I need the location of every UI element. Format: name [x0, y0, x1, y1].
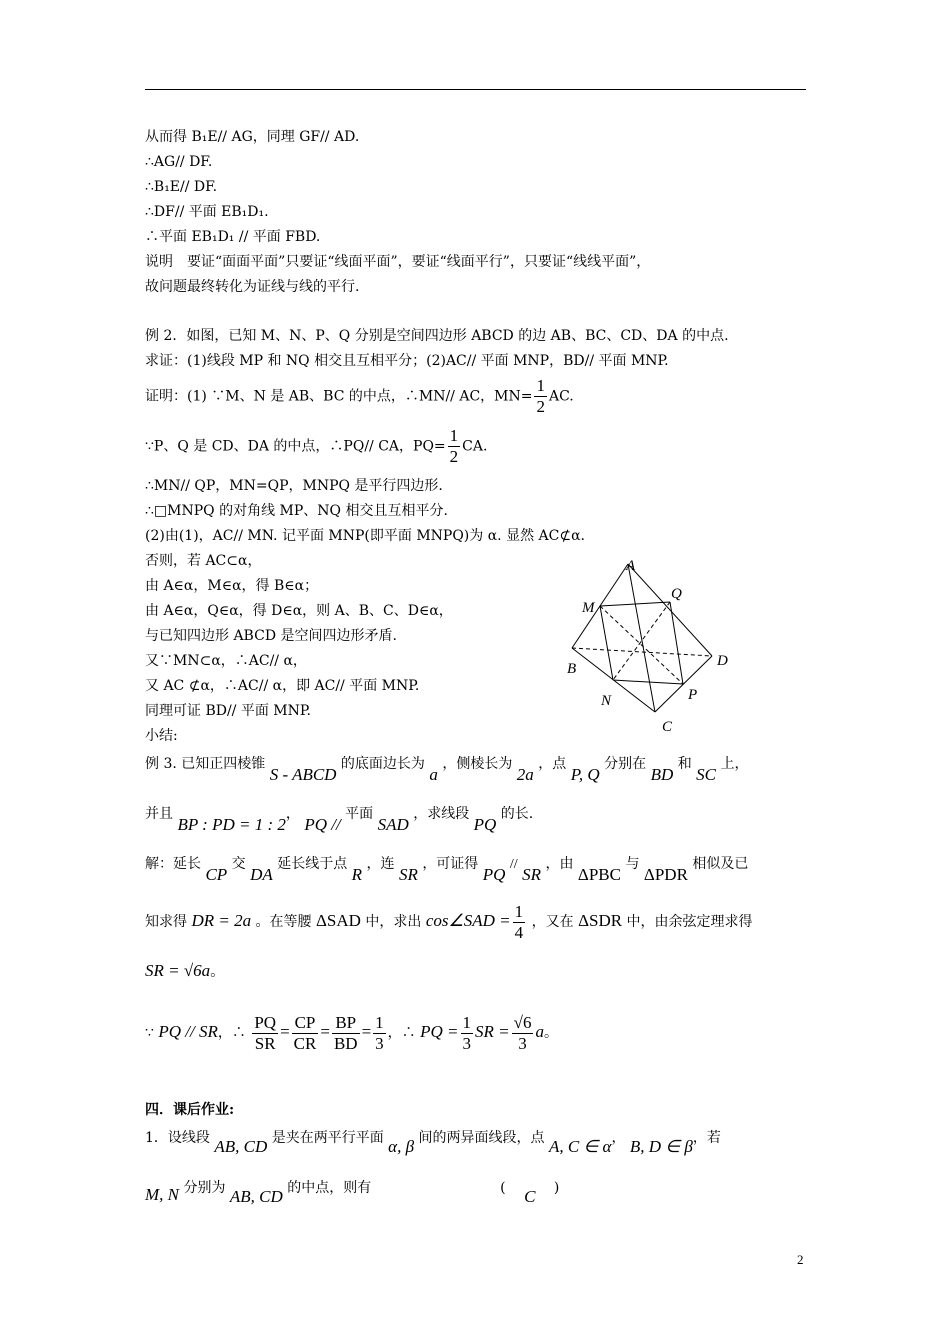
frac-num: 1 [449, 426, 459, 445]
text-span: ，求线段 [413, 806, 470, 822]
text-line: 故问题最终转化为证线与线的平行. [145, 279, 360, 295]
text-line: 从而得 B₁E// AG，同理 GF// AD. [145, 129, 360, 145]
text-span: ，∴ [387, 1025, 416, 1041]
math-span: PQ // SR [158, 1022, 218, 1041]
text-span: 证明：(1) ∵M、N 是 AB、BC 的中点，∴MN// AC，MN= [145, 388, 533, 405]
text-span: 并且 [145, 806, 173, 822]
fraction-root6-over-3 [512, 1013, 534, 1054]
text-span: ，又在 [531, 914, 574, 930]
frac-den: 3 [375, 1033, 384, 1053]
text-span: 中，由余弦定理求得 [626, 914, 753, 930]
math-span: P, Q [570, 765, 600, 784]
equals-sign: = [361, 1022, 372, 1041]
math-span: SR [398, 865, 418, 884]
text-span: 知求得 [145, 914, 187, 930]
text-line: 与已知四边形 ABCD 是空间四边形矛盾. [145, 628, 397, 644]
text-line: ∴平面 EB₁D₁ // 平面 FBD. [145, 229, 321, 245]
text-span: ，连 [366, 856, 395, 872]
text-span: 平面 [345, 806, 374, 822]
fraction-bp-bd [332, 1013, 360, 1054]
summary-label: 小结: [145, 728, 178, 744]
math-span: DA [250, 865, 273, 884]
math-span: CP [205, 865, 228, 884]
text-span: ，点 [538, 756, 567, 772]
spatial-quadrilateral-figure [560, 552, 760, 742]
text-span: 。 [543, 1025, 558, 1041]
text-span: // [509, 857, 518, 872]
frac-num: 1 [514, 901, 524, 921]
text-span: 与 [625, 856, 640, 872]
text-span: 例 3. 已知正四棱锥 [145, 756, 266, 772]
text-span: ，可证得 [422, 856, 479, 872]
text-span: 延长线于点 [277, 856, 348, 872]
text-span: 。 [210, 964, 225, 980]
text-span: 是夹在两平行平面 [271, 1130, 384, 1146]
text-line [145, 376, 574, 417]
fraction-one-third [461, 1013, 474, 1054]
frac-num: PQ [254, 1012, 277, 1032]
fraction-pq-sr [252, 1013, 278, 1054]
label-B: B [567, 661, 577, 677]
text-span: 中，求出 [365, 914, 422, 930]
label-C: C [662, 719, 673, 735]
label-Q: Q [671, 586, 682, 602]
solution-line4 [145, 1008, 558, 1057]
section-title: 四．课后作业: [145, 1102, 235, 1118]
math-span: PQ [473, 815, 497, 834]
text-line: 否则，若 AC⊂α， [145, 553, 262, 569]
text-line: 又∵MN⊂α，∴AC// α， [145, 653, 307, 669]
frac-den: SR [254, 1033, 276, 1053]
text-line: 由 A∈α，Q∈α，得 D∈α，则 A、B、C、D∈α， [145, 603, 453, 619]
label-M: M [582, 600, 595, 616]
math-span: ΔPBC [577, 865, 621, 884]
text-span: 1．设线段 [145, 1130, 210, 1146]
text-span: 和 [677, 756, 692, 772]
label-D: D [717, 653, 728, 669]
text-span: ，侧棱长为 [442, 756, 513, 772]
fraction-half [534, 376, 547, 417]
math-span: AB, CD [229, 1187, 283, 1206]
text-line: ∴B₁E// DF. [145, 179, 218, 195]
solution-line1 [145, 848, 749, 884]
text-span: 相似及已 [692, 856, 749, 872]
text-span: CA. [462, 438, 488, 455]
example2-title: 例 2．如图，已知 M、N、P、Q 分别是空间四边形 ABCD 的边 AB、BC、CD、DA 的中点. [145, 328, 729, 344]
equals-sign: = [280, 1022, 290, 1041]
text-span: ， [285, 806, 300, 822]
label-P: P [688, 687, 698, 703]
text-line: 又 AC ⊄α，∴AC// α，即 AC// 平面 MNP. [145, 678, 420, 694]
math-span: PQ = [420, 1022, 459, 1041]
text-span: 的中点，则有 [287, 1180, 372, 1196]
frac-den: BD [333, 1033, 358, 1053]
math-span: DR = 2a [191, 911, 252, 930]
label-N: N [601, 693, 612, 709]
text-span: 的底面边长为 [340, 756, 425, 772]
frac-num: 1 [462, 1012, 471, 1032]
frac-den: 4 [514, 922, 524, 942]
frac-num: 1 [536, 376, 545, 395]
text-span: 分别为 [183, 1180, 226, 1196]
text-span: ，∴ [217, 1025, 246, 1041]
math-span: S - ABCD [269, 765, 337, 784]
math-span: α, β [388, 1137, 415, 1156]
math-span: ΔSDR [578, 911, 623, 930]
frac-num: BP [332, 1013, 360, 1034]
answer-paren-left: ( [500, 1180, 506, 1196]
math-span: a [535, 1022, 544, 1041]
example3-line1 [145, 748, 749, 784]
text-line [145, 426, 487, 467]
math-span: SAD [377, 815, 409, 834]
homework-line1 [145, 1122, 721, 1156]
text-line: 由 A∈α，M∈α，得 B∈α； [145, 578, 319, 594]
example3-line2 [145, 798, 534, 834]
math-span: B, D ∈ β [629, 1137, 693, 1156]
fraction-quarter [513, 902, 526, 943]
solution-line2 [145, 898, 753, 945]
solution-line3 [145, 960, 224, 983]
math-span: R [351, 865, 363, 884]
page-number: 2 [797, 1252, 804, 1267]
text-line: 求证：(1)线段 MP 和 NQ 相交且互相平分；(2)AC// 平面 MNP，BD// 平面 MNP. [145, 353, 669, 369]
text-span: 上， [720, 756, 749, 772]
text-span: ， [611, 1130, 626, 1146]
math-span: PQ [482, 865, 506, 884]
math-span: A, C ∈ α [548, 1137, 612, 1156]
text-span: ，由 [545, 856, 574, 872]
text-span: 的长. [500, 806, 534, 822]
frac-den: CR [293, 1033, 317, 1053]
text-span: 交 [231, 856, 246, 872]
text-span: ，若 [692, 1130, 721, 1146]
homework-line2 [145, 1172, 560, 1206]
text-span: 间的两异面线段，点 [418, 1130, 545, 1146]
math-span: M, N [145, 1185, 179, 1204]
text-line: (2)由(1)，AC// MN. 记平面 MNP(即平面 MNPQ)为 α. 显然 AC⊄α. [145, 528, 585, 544]
text-line: ∴MN// QP，MN=QP，MNPQ 是平行四边形. [145, 478, 443, 494]
math-span: SR = √6a [145, 961, 211, 980]
math-span: cos∠SAD = [425, 911, 511, 930]
math-span: SR [522, 865, 542, 884]
math-span: SR = [475, 1022, 510, 1041]
frac-num: √6 [513, 1012, 532, 1032]
frac-den: 2 [536, 397, 545, 416]
text-span: 。在等腰 [255, 914, 312, 930]
fraction-half [448, 426, 461, 467]
equals-sign: = [320, 1022, 330, 1041]
fraction-one-third [373, 1013, 386, 1054]
math-span: ΔSAD [316, 911, 361, 930]
text-line: ∴□MNPQ 的对角线 MP、NQ 相交且互相平分. [145, 503, 448, 519]
text-line: ∴DF// 平面 EB₁D₁. [145, 204, 269, 220]
text-span: 分别在 [604, 756, 647, 772]
text-span: AC. [548, 388, 574, 405]
math-span: ΔPDR [643, 865, 688, 884]
math-span: PQ // [304, 815, 341, 834]
text-line: 说明 要证“面面平面”只要证“线面平面”，要证“线面平行”，只要证“线线平面”， [145, 254, 651, 270]
frac-num: 1 [375, 1012, 384, 1032]
answer-paren-right: ) [553, 1180, 560, 1196]
frac-den: 3 [518, 1033, 527, 1053]
fraction-cp-cr [292, 1013, 319, 1054]
math-span: a [429, 765, 438, 784]
answer-text: C [524, 1187, 536, 1206]
header-rule [145, 89, 806, 90]
math-span: SC [696, 765, 716, 784]
text-span: ∵ [145, 1025, 154, 1041]
math-span: BD [650, 765, 674, 784]
frac-den: 2 [449, 447, 459, 466]
math-span: AB, CD [214, 1137, 268, 1156]
text-span: 解：延长 [145, 856, 201, 872]
frac-num: CP [292, 1013, 319, 1034]
math-span: BP : PD = 1 : 2 [177, 815, 286, 834]
text-line: 同理可证 BD// 平面 MNP. [145, 703, 311, 719]
frac-den: 3 [462, 1033, 471, 1053]
text-line: ∴AG// DF. [145, 154, 213, 170]
math-span: 2a [516, 765, 534, 784]
label-A: A [626, 558, 636, 574]
text-span: ∵P、Q 是 CD、DA 的中点，∴PQ// CA，PQ= [145, 438, 446, 455]
